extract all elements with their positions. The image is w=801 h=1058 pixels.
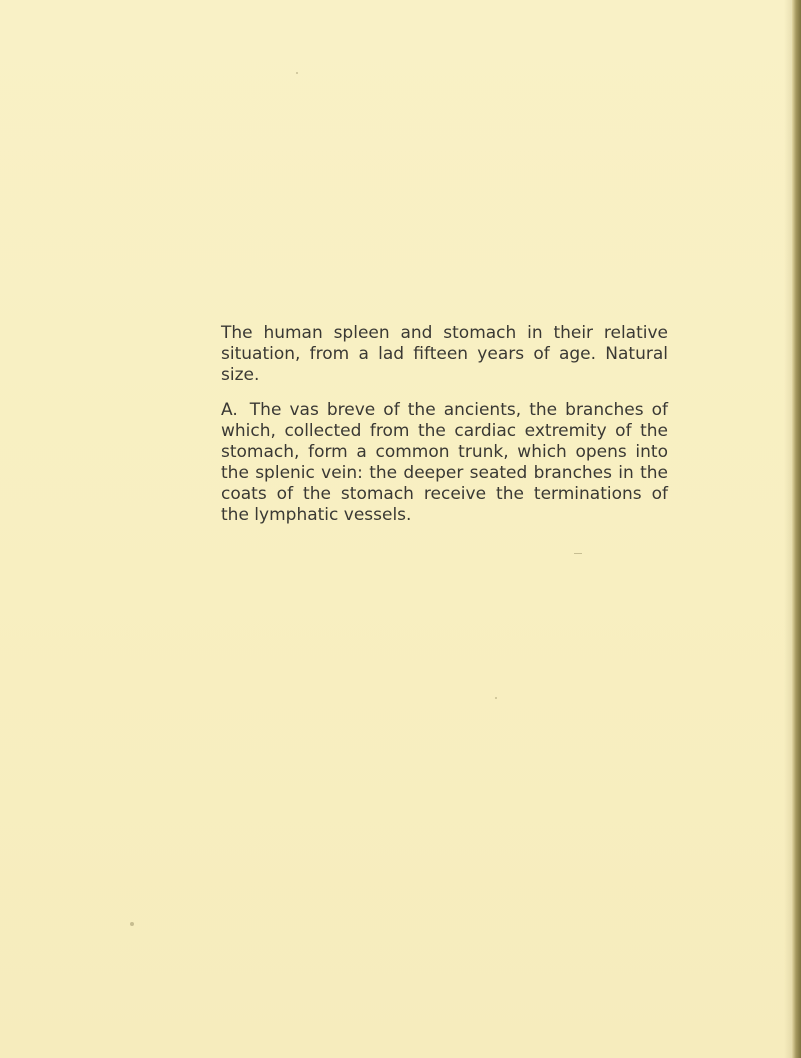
paper-speck [296, 72, 298, 74]
paper-speck [495, 697, 497, 699]
page-edge [792, 0, 801, 1058]
paper-speck [130, 922, 134, 926]
caption-intro: The human spleen and stomach in their relative situation, from a lad fifteen years of age. Natural size. [221, 323, 668, 385]
caption-item-a [221, 400, 668, 526]
paper-speck [574, 553, 582, 554]
page-edge-shadow [784, 0, 792, 1058]
item-letter: A. [221, 400, 238, 420]
item-text: The vas breve of the ancients, the branches of which, collected from the cardiac extremity of the stomach, form a common trunk, which opens into the splenic vein: the deeper seated branches in the coats of the stomach receive the terminations of the lymphatic vessels. [221, 400, 669, 525]
plate-caption [221, 323, 668, 526]
